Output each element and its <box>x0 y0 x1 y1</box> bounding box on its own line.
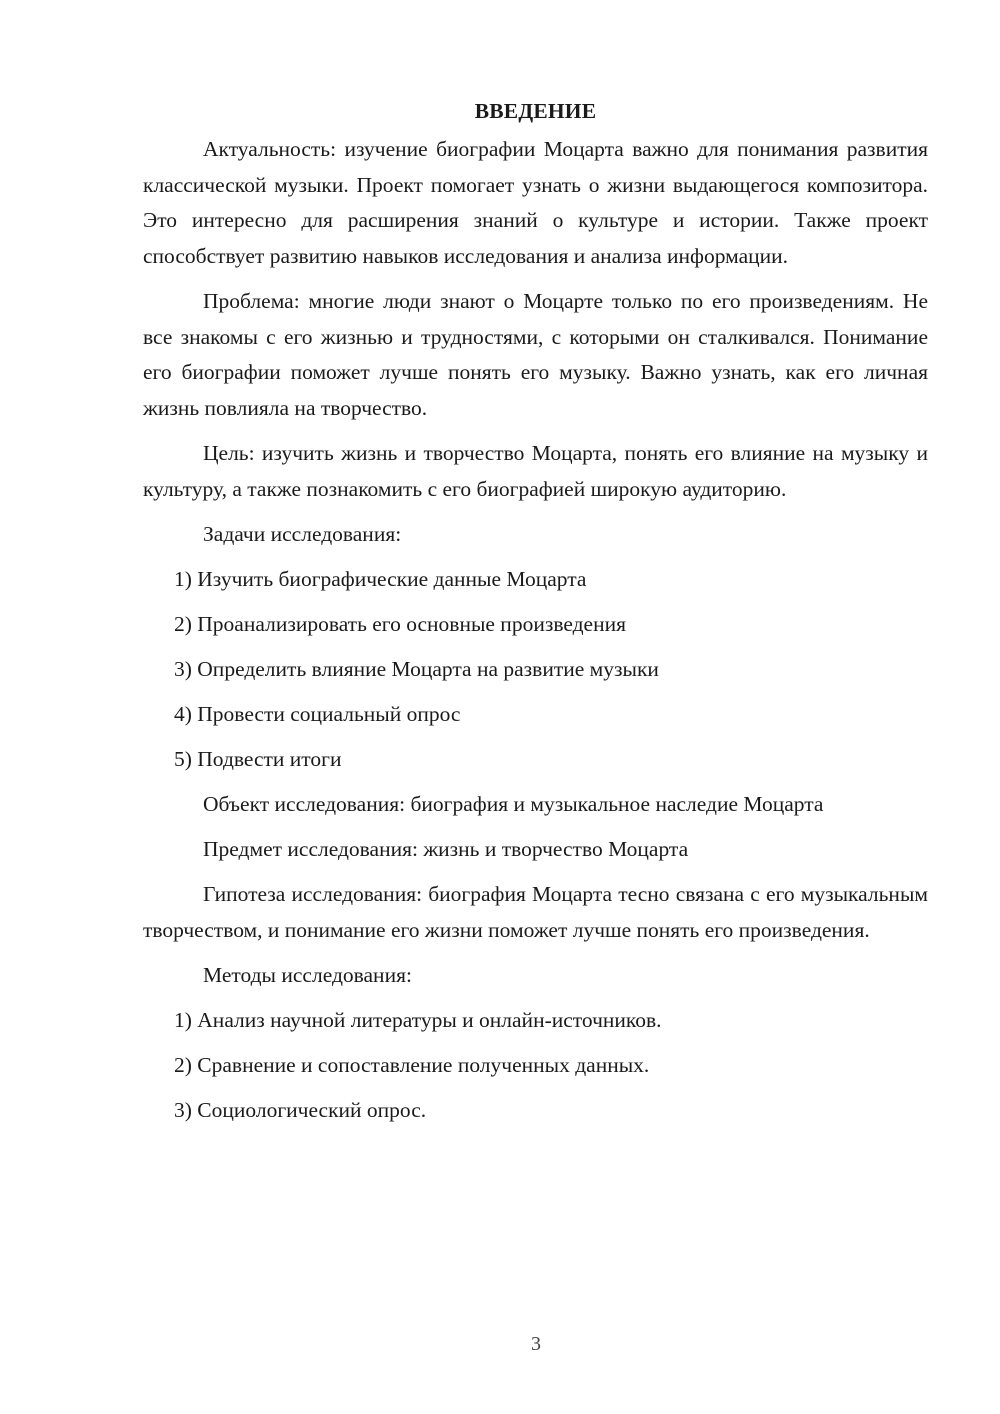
problem-paragraph: Проблема: многие люди знают о Моцарте только по его произведениям. Не все знакомы с его жизнью и трудностями, с которыми он сталкивался. Понимание его биографии поможет лучше понять его музыку. Важно узнать, как его личная жизнь повлияла на творчество. <box>143 289 928 420</box>
task-item-2: 2) Проанализировать его основные произведения <box>174 612 626 636</box>
method-item-2: 2) Сравнение и сопоставление полученных данных. <box>174 1053 650 1077</box>
research-subject: Предмет исследования: жизнь и творчество Моцарта <box>203 837 689 861</box>
task-item-1: 1) Изучить биографические данные Моцарта <box>174 567 587 591</box>
method-item-1: 1) Анализ научной литературы и онлайн-источников. <box>174 1008 662 1032</box>
goal-paragraph: Цель: изучить жизнь и творчество Моцарта, понять его влияние на музыку и культуру, а также познакомить с его биографией широкую аудиторию. <box>143 441 928 501</box>
methods-heading: Методы исследования: <box>203 963 412 987</box>
tasks-heading: Задачи исследования: <box>203 522 402 546</box>
method-item-3: 3) Социологический опрос. <box>174 1098 427 1122</box>
page-number: 3 <box>531 1333 541 1355</box>
task-item-4: 4) Провести социальный опрос <box>174 702 461 726</box>
section-title: ВВЕДЕНИЕ <box>474 99 597 123</box>
relevance-paragraph: Актуальность: изучение биографии Моцарта важно для понимания развития классической музыки. Проект помогает узнать о жизни выдающегося композитора. Это интересно для расширения знаний о культуре и истории. Также проект способствует развитию навыков исследования и анализа информации. <box>143 137 928 268</box>
task-item-3: 3) Определить влияние Моцарта на развитие музыки <box>174 657 659 681</box>
research-object: Объект исследования: биография и музыкальное наследие Моцарта <box>203 792 824 816</box>
hypothesis-paragraph: Гипотеза исследования: биография Моцарта тесно связана с его музыкальным творчеством, и понимание его жизни поможет лучше понять его произведения. <box>143 882 928 942</box>
page-content <box>143 94 928 1138</box>
task-item-5: 5) Подвести итоги <box>174 747 342 771</box>
